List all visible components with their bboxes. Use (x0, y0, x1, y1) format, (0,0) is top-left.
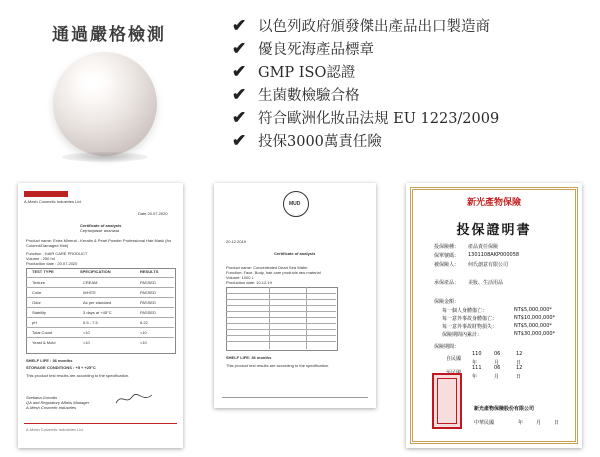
field-label: 承保產品： (434, 280, 460, 286)
to-month: 06 (494, 365, 501, 371)
footer-company: A-Mesh Cosmetic Industries Ltd. (26, 427, 84, 432)
table-cell: 3 days at +45°C (83, 310, 112, 315)
table-cell: <10 (140, 330, 147, 335)
limit-label: 保險期間內累計： (442, 332, 483, 338)
table-cell: Odor (32, 300, 41, 305)
table-cell: pH (32, 320, 38, 325)
roc-label: 中華民國 (474, 420, 495, 426)
table-cell: PASSED (140, 290, 156, 295)
table-cell: 6.22 (140, 320, 148, 325)
limit-value: NT$10,000,000* (514, 315, 556, 321)
check-icon: ✔ (232, 38, 247, 59)
period-label: 保險期間： (434, 344, 460, 350)
field-label: 投保險種： (434, 244, 460, 250)
certificate-title: 投保證明書 (456, 223, 532, 238)
year-label: 年 (472, 374, 478, 380)
section-title: 通過嚴格檢測 (52, 25, 166, 45)
function: Function: Face, Body, hair care products raw material (226, 270, 321, 275)
signature-mark (114, 391, 154, 407)
production-date: Production date : 20.07.2020 (26, 261, 78, 266)
from-day: 12 (516, 351, 523, 357)
from-month: 06 (494, 351, 501, 357)
from-year: 110 (472, 351, 482, 357)
shelf-life: SHELF LIFE: 36 months (226, 355, 272, 360)
feature-item (232, 83, 499, 106)
check-icon: ✔ (232, 15, 247, 36)
feature-item (232, 106, 499, 129)
limit-value: NT$5,000,000* (514, 307, 552, 313)
mud-logo-text: MUD (289, 201, 301, 207)
feature-list (232, 14, 499, 152)
year-label: 年 (518, 420, 524, 426)
field-value: 何氏創意有限公司 (468, 262, 509, 268)
conformity-note: This product test results are according to the specification. (226, 363, 330, 368)
mud-logo (283, 191, 309, 217)
feature-text: 符合歐洲化妝品法規 EU 1223/2009 (258, 111, 500, 127)
month-label: 月 (536, 420, 542, 426)
pearl-shadow (62, 152, 148, 162)
limits-label: 保險金額： (434, 299, 460, 305)
footer-divider (222, 397, 368, 398)
doc-subtitle: Сертификат анализа (80, 228, 120, 233)
table-cell: Color (32, 290, 42, 295)
product-name: Product name: Extra Mineral - Keratin & Pearl Powder Professional Hair Mask (for Colored/Damaged Hair) (26, 238, 172, 248)
table-cell: WHITE (83, 290, 96, 295)
feature-item (232, 60, 499, 83)
table-cell: <10 (140, 340, 147, 345)
table-cell: PASSED (140, 310, 156, 315)
check-icon: ✔ (232, 84, 247, 105)
col-header: RESULTS (140, 269, 159, 274)
footer-divider (24, 423, 177, 424)
table-cell: Texture (32, 280, 46, 285)
check-icon: ✔ (232, 107, 247, 128)
to-year: 111 (472, 365, 482, 371)
feature-text: 生菌數檢驗合格 (258, 88, 360, 104)
company-logo (24, 191, 68, 197)
field-label: 保單號碼： (434, 253, 460, 259)
day-label: 日 (516, 360, 522, 366)
check-icon: ✔ (232, 61, 247, 82)
feature-text: 優良死海產品標章 (258, 42, 374, 58)
signer-name: Svetlana Gorodin (26, 395, 57, 400)
field-label: 被保險人： (434, 262, 460, 268)
field-value: 美妝、生活用品 (468, 280, 504, 286)
year-label: 年 (472, 360, 478, 366)
company-name: A-Mesh Cosmetic Industries Ltd. (24, 199, 82, 204)
feature-item (232, 14, 499, 37)
issuer-name: 新光產物保險股份有限公司 (474, 406, 535, 412)
limit-label: 每一意外事故財物損失： (442, 324, 498, 330)
certificate-analysis-dead-sea-water (214, 183, 376, 408)
limit-value: NT$5,000,000* (514, 323, 552, 329)
month-label: 月 (494, 374, 500, 380)
from-label: 自民國 (446, 356, 462, 362)
official-seal (432, 373, 462, 429)
conformity-note: This product test results are according to the specification. (26, 373, 130, 378)
feature-text: 以色列政府頒發傑出產品出口製造商 (258, 19, 490, 35)
day-label: 日 (516, 374, 522, 380)
limit-label: 每一意外事故身體傷亡： (442, 316, 498, 322)
table-cell: 5.5 - 7.5 (83, 320, 98, 325)
table-cell: Total Count (32, 330, 53, 335)
insurer-brand: 新光產物保險 (466, 198, 521, 208)
feature-item (232, 37, 499, 60)
doc-date: 20.12.2019 (226, 239, 247, 244)
col-header: TEST TYPE (32, 269, 54, 274)
limit-value: NT$30,000,000* (514, 331, 556, 337)
signer-role: QA and Regulatory Affairs Manager (26, 400, 90, 405)
month-label: 月 (494, 360, 500, 366)
insurance-certificate (406, 183, 582, 448)
check-icon: ✔ (232, 130, 247, 151)
volume: Volume : 250 ml (26, 256, 55, 261)
field-value: 1301108AKP000058 (468, 252, 520, 258)
table-cell: CREAM (83, 280, 98, 285)
table-cell: PASSED (140, 280, 156, 285)
certificate-analysis-hair-mask (18, 183, 183, 448)
table-cell: As per standard (83, 300, 112, 305)
to-day: 12 (516, 365, 523, 371)
pearl-image (53, 52, 157, 156)
doc-title: Certificate of analysis (274, 251, 316, 256)
production-date: Production date: 10.12.19 (226, 280, 272, 285)
table-cell: Stability (32, 310, 47, 315)
to-label: 至民國 (446, 370, 462, 376)
product-name: Product name: Concentrated Dead Sea Water (226, 265, 308, 270)
doc-title: Certificate of analysis (80, 223, 122, 228)
feature-item (232, 129, 499, 152)
function: Function : HAIR CARE PRODUCT (26, 251, 88, 256)
feature-text: 投保3000萬責任險 (258, 134, 382, 150)
table-cell: PASSED (140, 300, 156, 305)
col-header: SPECIFICATION (80, 269, 111, 274)
doc-date: Date 20.07.2020 (138, 211, 168, 216)
day-label: 日 (554, 420, 560, 426)
signer-company: A-Mesh Cosmetic Industries (26, 405, 77, 410)
table-cell: <10 (83, 330, 90, 335)
table-cell: <10 (83, 340, 90, 345)
table-cell: Yeast & Mold (32, 340, 56, 345)
storage-conditions: STORAGE CONDITIONS : +5 ÷ +25°C (26, 365, 96, 370)
field-value: 產品責任保險 (468, 244, 499, 250)
shelf-life: SHELF LIFE : 36 months (26, 358, 73, 363)
volume: Volume: 1000 L (226, 275, 254, 280)
limit-label: 每一個人身體傷亡： (442, 308, 488, 314)
feature-text: GMP ISO認證 (258, 65, 356, 81)
